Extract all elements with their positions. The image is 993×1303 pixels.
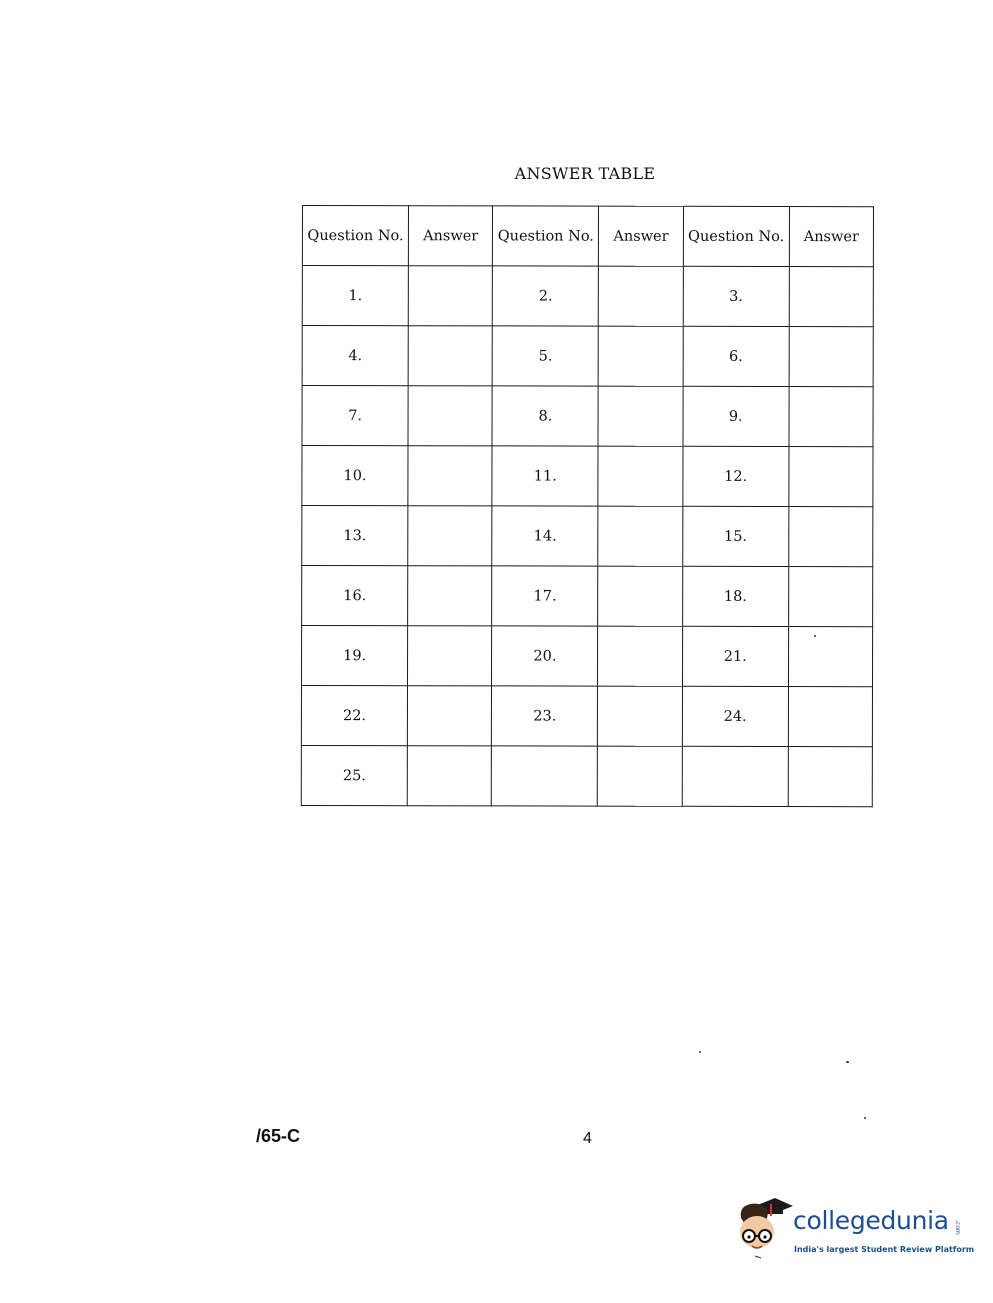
answer-cell[interactable] <box>598 506 682 566</box>
answer-cell[interactable] <box>598 626 682 686</box>
answer-cell[interactable] <box>789 447 873 507</box>
answer-cell[interactable] <box>408 686 492 746</box>
answer-cell[interactable] <box>789 387 873 447</box>
table-row <box>302 326 873 387</box>
student-mascot-icon <box>735 1196 795 1260</box>
table-row <box>302 506 873 567</box>
answer-cell[interactable] <box>407 746 491 806</box>
answer-cell[interactable] <box>408 266 492 326</box>
question-number-cell: 24. <box>682 686 788 746</box>
question-number-cell: 3. <box>683 266 789 326</box>
answer-cell[interactable] <box>598 566 682 626</box>
question-number-cell: 9. <box>683 386 789 446</box>
answer-cell[interactable] <box>789 267 873 327</box>
question-number-cell: 23. <box>492 686 598 746</box>
question-number-cell: 21. <box>682 626 788 686</box>
answer-cell[interactable] <box>789 507 873 567</box>
answer-cell[interactable] <box>408 506 492 566</box>
table-header-row <box>302 206 873 267</box>
answer-cell[interactable] <box>598 386 682 446</box>
page-title: ANSWER TABLE <box>514 164 656 183</box>
answer-cell[interactable] <box>408 626 492 686</box>
table-row <box>302 386 873 447</box>
question-number-cell: 17. <box>492 566 598 626</box>
question-number-cell: 11. <box>492 446 598 506</box>
table-row <box>302 266 873 327</box>
question-number-cell: 18. <box>682 566 788 626</box>
answer-cell[interactable] <box>598 746 682 806</box>
scan-speck <box>864 1117 866 1119</box>
question-number-cell: 12. <box>682 446 788 506</box>
question-number-cell: 7. <box>302 386 408 446</box>
scan-speck <box>814 635 816 637</box>
answer-cell[interactable] <box>408 386 492 446</box>
collegedunia-logo[interactable] <box>735 1196 975 1260</box>
logo-tagline: India's largest Student Review Platform <box>794 1245 975 1254</box>
question-number-cell: 14. <box>492 506 598 566</box>
question-number-cell: 19. <box>301 626 407 686</box>
table-row <box>301 686 872 747</box>
answer-cell[interactable] <box>788 687 872 747</box>
answer-cell[interactable] <box>789 327 873 387</box>
logo-domain-suffix: .com <box>954 1220 961 1235</box>
question-number-cell: 16. <box>302 566 408 626</box>
table-row <box>302 566 873 627</box>
answer-cell[interactable] <box>408 326 492 386</box>
scan-speck <box>699 1051 701 1053</box>
answer-cell[interactable] <box>788 567 872 627</box>
answer-cell[interactable] <box>599 326 683 386</box>
question-number-cell: 5. <box>492 326 598 386</box>
question-number-cell: 25. <box>301 745 407 805</box>
question-number-cell: 22. <box>301 686 407 746</box>
answer-cell[interactable] <box>598 686 682 746</box>
question-number-cell: 8. <box>492 386 598 446</box>
table-row <box>301 626 872 687</box>
question-number-cell: 2. <box>493 266 599 326</box>
table-row <box>301 745 872 806</box>
page-number: 4 <box>583 1130 592 1147</box>
question-number-cell: 10. <box>302 446 408 506</box>
answer-cell[interactable] <box>408 446 492 506</box>
question-number-cell: 6. <box>683 326 789 386</box>
answer-cell[interactable] <box>598 446 682 506</box>
question-number-cell <box>682 746 788 806</box>
question-number-cell: 1. <box>302 266 408 326</box>
column-header-answer: Answer <box>409 206 493 266</box>
column-header-question-no: Question No. <box>302 206 408 266</box>
column-header-question-no: Question No. <box>683 206 789 266</box>
question-number-cell: 15. <box>682 506 788 566</box>
scan-speck <box>846 1061 849 1063</box>
question-number-cell: 20. <box>492 626 598 686</box>
question-number-cell: 4. <box>302 326 408 386</box>
paper-code: /65-C <box>256 1126 301 1146</box>
question-number-cell: 13. <box>302 506 408 566</box>
answer-cell[interactable] <box>788 747 872 807</box>
question-number-cell <box>492 746 598 806</box>
table-row <box>302 446 873 507</box>
answer-cell[interactable] <box>408 566 492 626</box>
column-header-question-no: Question No. <box>493 206 599 266</box>
column-header-answer: Answer <box>789 207 873 267</box>
answer-table <box>301 205 874 807</box>
answer-cell[interactable] <box>599 266 683 326</box>
logo-wordmark: collegedunia <box>793 1206 949 1235</box>
column-header-answer: Answer <box>599 206 683 266</box>
answer-cell[interactable] <box>788 627 872 687</box>
